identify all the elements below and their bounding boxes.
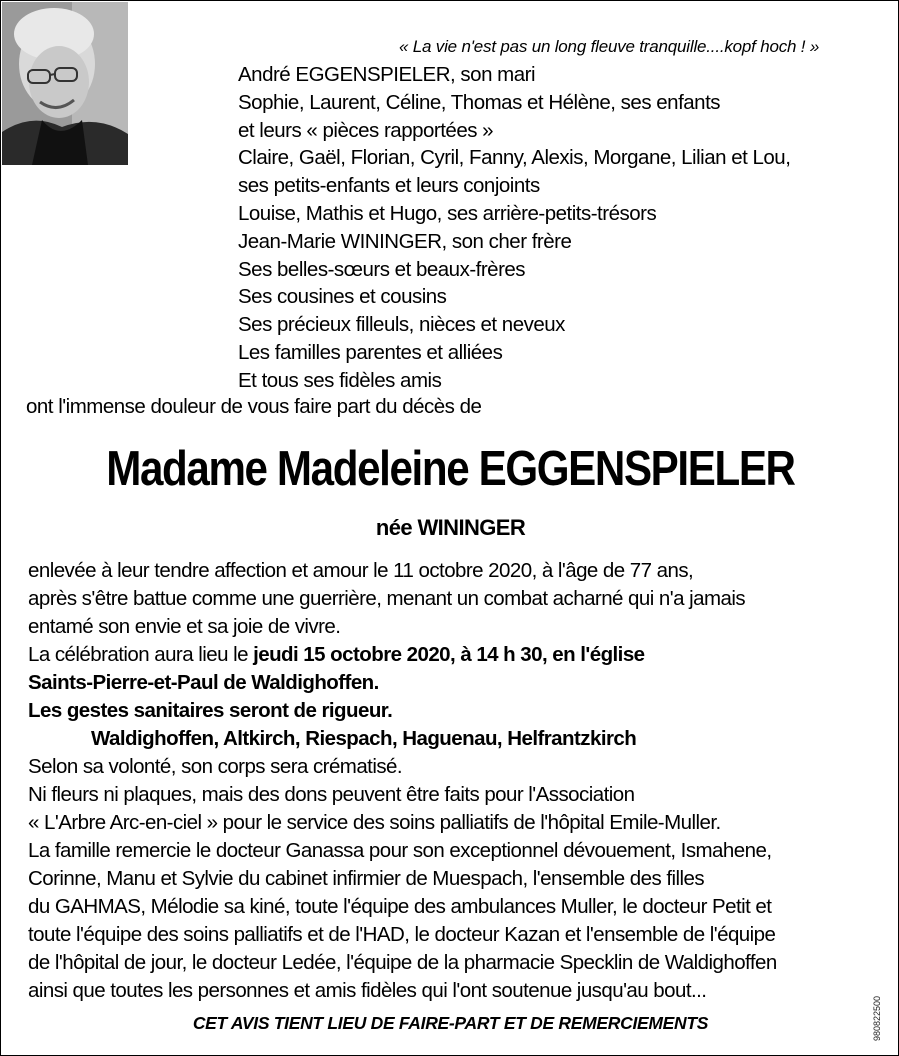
family-line: Jean-Marie WININGER, son cher frère xyxy=(238,229,572,253)
church-name: Saints-Pierre-et-Paul de Waldighoffen. xyxy=(28,671,379,694)
family-line: ses petits-enfants et leurs conjoints xyxy=(238,174,540,198)
family-line: Louise, Mathis et Hugo, ses arrière-petits-trésors xyxy=(238,201,657,225)
maiden-name: née WININGER xyxy=(375,515,526,540)
family-line: Les familles parentes et alliées xyxy=(238,340,503,364)
reference-number: 980822500 xyxy=(872,995,882,1041)
ceremony-prefix: La célébration aura lieu le xyxy=(28,643,254,666)
body-line: entamé son envie et sa joie de vivre. xyxy=(28,615,341,638)
portrait-photo xyxy=(2,2,128,165)
ceremony-line xyxy=(28,641,777,669)
deceased-name: Madame Madeleine EGGENSPIELER xyxy=(106,442,795,496)
family-line: Ses cousines et cousins xyxy=(238,285,447,309)
thanks-line: La famille remercie le docteur Ganassa pour son exceptionnel dévouement, Ismahene, xyxy=(28,839,772,862)
body-line: après s'être battue comme une guerrière, menant un combat acharné qui n'a jamais xyxy=(28,587,746,610)
closing-statement: CET AVIS TIENT LIEU DE FAIRE-PART ET DE REMERCIEMENTS xyxy=(192,1013,709,1033)
announcement-line: ont l'immense douleur de vous faire part du décès de xyxy=(26,395,482,418)
thanks-line: toute l'équipe des soins palliatifs et de l'HAD, le docteur Kazan et l'ensemble de l'équipe xyxy=(28,923,776,946)
cremation-line: Selon sa volonté, son corps sera crématisé. xyxy=(28,755,403,778)
thanks-line: du GAHMAS, Mélodie sa kiné, toute l'équipe des ambulances Muller, le docteur Petit et xyxy=(28,895,772,918)
flowers-line: « L'Arbre Arc-en-ciel » pour le service des soins palliatifs de l'hôpital Emile-Muller. xyxy=(28,811,721,834)
family-line: André EGGENSPIELER, son mari xyxy=(238,63,536,86)
ceremony-date: jeudi 15 octobre 2020, à 14 h 30, en l'église xyxy=(253,643,645,666)
body-line: enlevée à leur tendre affection et amour le 11 octobre 2020, à l'âge de 77 ans, xyxy=(28,559,694,582)
epigraph-quote: « La vie n'est pas un long fleuve tranquille....kopf hoch ! » xyxy=(399,37,820,56)
family-line: Et tous ses fidèles amis xyxy=(238,368,442,392)
notice-body xyxy=(28,557,777,1005)
family-list xyxy=(238,61,790,395)
family-line: Claire, Gaël, Florian, Cyril, Fanny, Alexis, Morgane, Lilian et Lou, xyxy=(238,146,791,170)
family-line: Sophie, Laurent, Céline, Thomas et Hélène, ses enfants xyxy=(238,90,721,114)
sanitary-notice: Les gestes sanitaires seront de rigueur. xyxy=(28,699,393,722)
thanks-line: de l'hôpital de jour, le docteur Ledée, l'équipe de la pharmacie Specklin de Waldighoffen xyxy=(28,951,777,974)
portrait-image-icon xyxy=(2,2,128,165)
thanks-line: ainsi que toutes les personnes et amis fidèles qui l'ont soutenue jusqu'au bout... xyxy=(28,979,707,1002)
family-line: Ses belles-sœurs et beaux-frères xyxy=(238,257,526,281)
thanks-line: Corinne, Manu et Sylvie du cabinet infirmier de Muespach, l'ensemble des filles xyxy=(28,867,705,890)
family-line: Ses précieux filleuls, nièces et neveux xyxy=(238,313,565,337)
flowers-line: Ni fleurs ni plaques, mais des dons peuvent être faits pour l'Association xyxy=(28,783,635,806)
family-line: et leurs « pièces rapportées » xyxy=(238,118,494,142)
towns-line: Waldighoffen, Altkirch, Riespach, Haguenau, Helfrantzkirch xyxy=(91,727,637,750)
